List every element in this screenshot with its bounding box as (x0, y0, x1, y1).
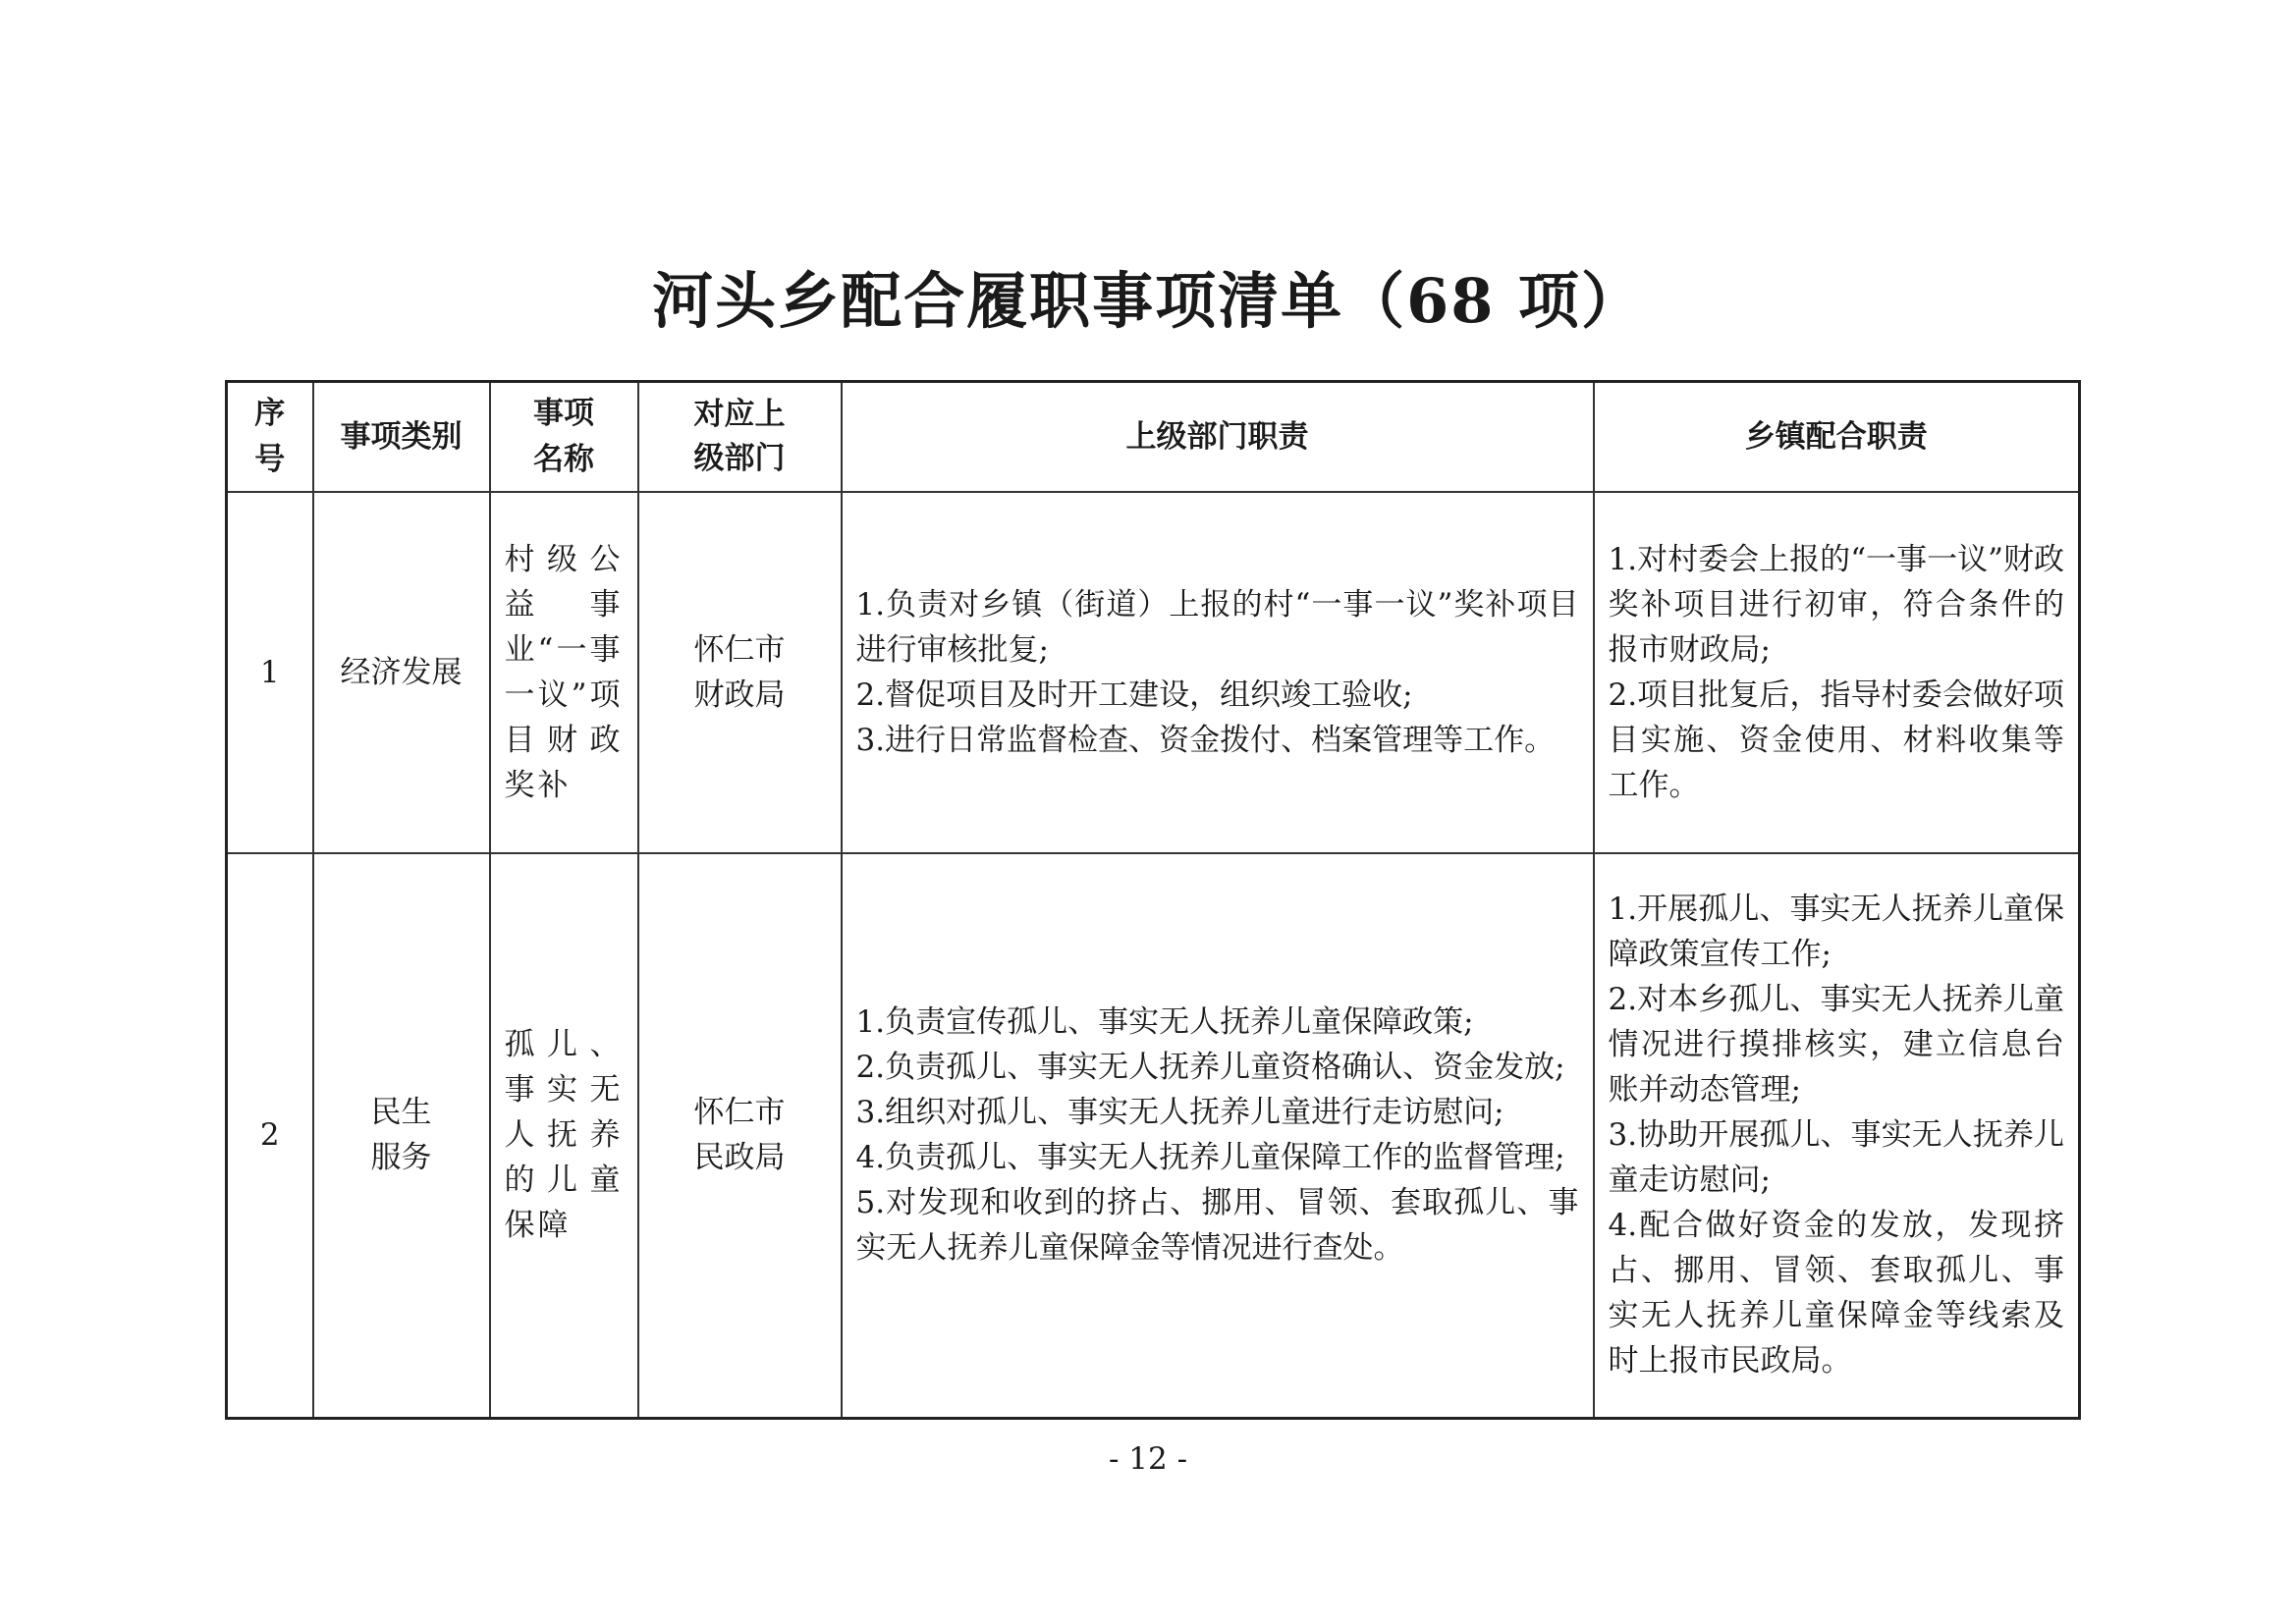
row-category: 经济发展 (313, 492, 490, 853)
duty-line: 3.组织对孤儿、事实无人抚养儿童进行走访慰问; (855, 1095, 1504, 1131)
duty-line: 2.负责孤儿、事实无人抚养儿童资格确认、资金发放; (855, 1050, 1565, 1086)
header-superior-duty: 上级部门职责 (842, 382, 1594, 493)
duty-line: 3.协助开展孤儿、事实无人抚养儿童走访慰问; (1608, 1117, 2064, 1199)
duty-line: 1.负责宣传孤儿、事实无人抚养儿童保障政策; (855, 1004, 1474, 1041)
duty-line: 5.对发现和收到的挤占、挪用、冒领、套取孤儿、事实无人抚养儿童保障金等情况进行查处。 (855, 1185, 1579, 1267)
row-superior-duty (842, 853, 1594, 1418)
duty-line: 1.开展孤儿、事实无人抚养儿童保障政策宣传工作; (1608, 892, 2064, 973)
row-superior-duty (842, 492, 1594, 853)
duty-line: 2.对本乡孤儿、事实无人抚养儿童情况进行摸排核实，建立信息台账并动态管理; (1608, 982, 2064, 1109)
row-dept: 怀仁市财政局 (638, 492, 842, 853)
row-township-duty (1594, 853, 2080, 1418)
duty-line: 2.督促项目及时开工建设，组织竣工验收; (855, 677, 1413, 713)
row-seq: 1 (227, 492, 313, 853)
header-seq: 序号 (227, 382, 313, 493)
table-row (227, 853, 2080, 1418)
row-item-name: 孤儿、事实无人抚养的儿童保障 (490, 853, 638, 1418)
duty-line: 2.项目批复后，指导村委会做好项目实施、资金使用、材料收集等工作。 (1608, 677, 2064, 803)
duty-line: 1.对村委会上报的“一事一议”财政奖补项目进行初审，符合条件的报市财政局; (1608, 542, 2064, 668)
row-seq: 2 (227, 853, 313, 1418)
row-category: 民生服务 (313, 853, 490, 1418)
duty-line: 4.配合做好资金的发放，发现挤占、挪用、冒领、套取孤儿、事实无人抚养儿童保障金等线索及时上报市民政局。 (1608, 1208, 2064, 1380)
header-name: 事项名称 (490, 382, 638, 493)
table-row (227, 492, 2080, 853)
duty-table (225, 380, 2081, 1420)
duty-line: 4.负责孤儿、事实无人抚养儿童保障工作的监督管理; (855, 1140, 1565, 1176)
page-title: 河头乡配合履职事项清单（68 项） (652, 265, 1644, 337)
row-dept: 怀仁市民政局 (638, 853, 842, 1418)
header-township-duty: 乡镇配合职责 (1594, 382, 2080, 493)
header-dept: 对应上级部门 (638, 382, 842, 493)
table-header-row (227, 382, 2080, 493)
header-category: 事项类别 (313, 382, 490, 493)
duty-line: 3.进行日常监督检查、资金拨付、档案管理等工作。 (855, 723, 1556, 758)
row-item-name: 村级公益事业“一事一议”项目财政奖补 (490, 492, 638, 853)
page-number: - 12 - (1108, 1441, 1188, 1477)
row-township-duty (1594, 492, 2080, 853)
duty-line: 1.负责对乡镇（街道）上报的村“一事一议”奖补项目进行审核批复; (855, 587, 1579, 668)
